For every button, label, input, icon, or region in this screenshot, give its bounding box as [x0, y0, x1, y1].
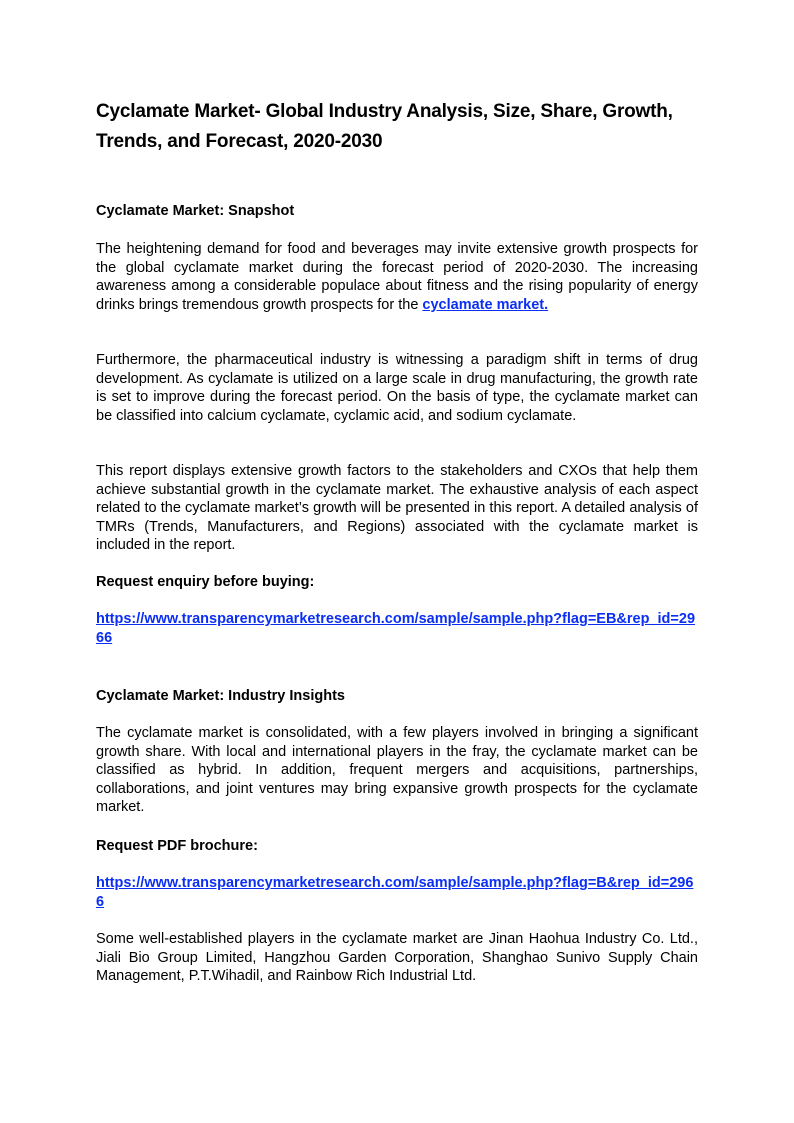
document-title: Cyclamate Market- Global Industry Analysis, Size, Share, Growth, Trends, and Forecast, 2020-2030 [96, 101, 673, 152]
enquiry-label: Request enquiry before buying: [96, 574, 315, 590]
snapshot-paragraph-1 [96, 240, 698, 314]
snapshot-paragraph-1-text: The heightening demand for food and beverages may invite extensive growth prospects for the global cyclamate market during the forecast period of 2020-2030. The increasing awareness among a considerable populace about fitness and the rising popularity of energy drinks brings tremendous growth prospects for the [96, 241, 698, 313]
insights-heading: Cyclamate Market: Industry Insights [96, 688, 345, 704]
enquiry-url-link[interactable]: https://www.transparencymarketresearch.com/sample/sample.php?flag=EB&rep_id=2966 [96, 611, 696, 646]
brochure-url-paragraph [96, 874, 698, 911]
brochure-url-link[interactable]: https://www.transparencymarketresearch.com/sample/sample.php?flag=B&rep_id=2966 [96, 875, 694, 910]
snapshot-heading: Cyclamate Market: Snapshot [96, 203, 295, 219]
insights-paragraph-1: The cyclamate market is consolidated, with a few players involved in bringing a significant growth share. With local and international players in the fray, the cyclamate market can be classified as hybrid. In addition, frequent mergers and acquisitions, partnerships, collaborations, and joint ventures may bring expansive growth prospects for the cyclamate market. [96, 725, 698, 816]
enquiry-url-paragraph [96, 610, 698, 647]
cyclamate-market-link[interactable]: cyclamate market. [422, 296, 549, 313]
brochure-label: Request PDF brochure: [96, 838, 258, 854]
insights-paragraph-2: Some well-established players in the cyclamate market are Jinan Haohua Industry Co. Ltd., Jiali Bio Group Limited, Hangzhou Garden Corporation, Shanghao Sunivo Supply Chain Management, P.T.Wihadil, and Rainbow Rich Industrial Ltd. [96, 931, 698, 985]
snapshot-paragraph-3: This report displays extensive growth factors to the stakeholders and CXOs that help them achieve substantial growth in the cyclamate market. The exhaustive analysis of each aspect related to the cyclamate market’s growth will be presented in this report. A detailed analysis of TMRs (Trends, Manufacturers, and Regions) associated with the cyclamate market is included in the report. [96, 463, 698, 554]
snapshot-paragraph-2: Furthermore, the pharmaceutical industry is witnessing a paradigm shift in terms of drug development. As cyclamate is utilized on a large scale in drug manufacturing, the growth rate is set to improve during the forecast period. On the basis of type, the cyclamate market can be classified into calcium cyclamate, cyclamic acid, and sodium cyclamate. [96, 352, 698, 424]
